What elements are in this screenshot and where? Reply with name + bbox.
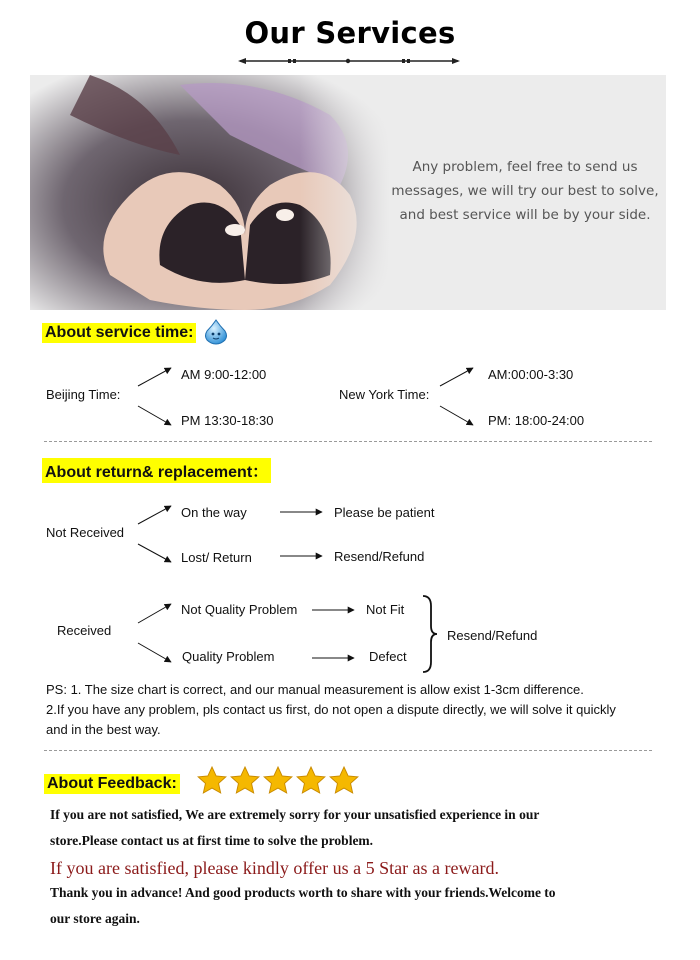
arrow-down	[138, 544, 171, 562]
arrow-down	[440, 406, 473, 425]
beijing-time-label: Beijing Time:	[46, 387, 121, 402]
beijing-pm-hours: PM 13:30-18:30	[181, 413, 274, 428]
right-brace	[423, 596, 437, 672]
feedback-line: If you are not satisfied, We are extremely sorry for your unsatisfied experience in our	[50, 807, 540, 822]
resend-refund-label: Resend/Refund	[334, 549, 425, 564]
feedback-heading: About Feedback:	[44, 774, 180, 794]
star-icon	[328, 765, 360, 797]
quality-problem-label: Quality Problem	[182, 649, 275, 664]
star-icon	[229, 765, 261, 797]
ps-line: and in the best way.	[46, 722, 161, 737]
page-title: Our Services	[244, 16, 456, 50]
ps-line: 2.If you have any problem, pls contact us first, do not open a dispute directly, we will solve it quickly	[46, 702, 616, 717]
please-be-patient-label: Please be patient	[334, 505, 435, 520]
five-star-rating	[196, 765, 361, 799]
section-divider	[44, 750, 652, 751]
five-star-request: If you are satisfied, please kindly offer us a 5 Star as a reward.	[50, 858, 500, 878]
arrow-up	[138, 604, 171, 623]
hero-line: Any problem, feel free to send us	[412, 159, 638, 175]
received-outcome-label: Resend/Refund	[447, 628, 538, 643]
defect-label: Defect	[369, 649, 407, 664]
new-york-time-label: New York Time:	[339, 387, 430, 402]
ps-line: PS: 1. The size chart is correct, and our manual measurement is allow exist 1-3cm difference.	[46, 682, 584, 697]
hero-line: and best service will be by your side.	[399, 207, 651, 223]
beijing-am-hours: AM 9:00-12:00	[181, 367, 267, 382]
star-icon	[262, 765, 294, 797]
new-york-pm-hours: PM: 18:00-24:00	[488, 413, 585, 428]
closing-line: Thank you in advance! And good products worth to share with your friends.Welcome to	[50, 885, 556, 900]
arrow-up	[138, 368, 171, 386]
star-icon	[295, 765, 327, 797]
received-label: Received	[57, 623, 112, 638]
not-received-label: Not Received	[46, 525, 125, 540]
arrow-up	[440, 368, 473, 386]
arrow-down	[138, 643, 171, 662]
arrow-up	[138, 506, 171, 524]
lost-return-label: Lost/ Return	[181, 550, 252, 565]
return-heading: About return& replacement：	[42, 458, 271, 483]
feedback-line: store.Please contact us at first time to solve the problem.	[50, 833, 374, 848]
hero-line: messages, we will try our best to solve,	[391, 183, 659, 199]
section-divider	[44, 441, 652, 442]
on-the-way-label: On the way	[181, 505, 247, 520]
closing-line: our store again.	[50, 911, 140, 926]
star-icon	[196, 765, 228, 797]
not-quality-problem-label: Not Quality Problem	[181, 602, 298, 617]
not-fit-label: Not Fit	[366, 602, 405, 617]
arrow-down	[138, 406, 171, 425]
ps-note	[46, 680, 656, 740]
new-york-am-hours: AM:00:00-3:30	[488, 367, 574, 382]
service-time-heading: About service time:	[42, 323, 196, 343]
